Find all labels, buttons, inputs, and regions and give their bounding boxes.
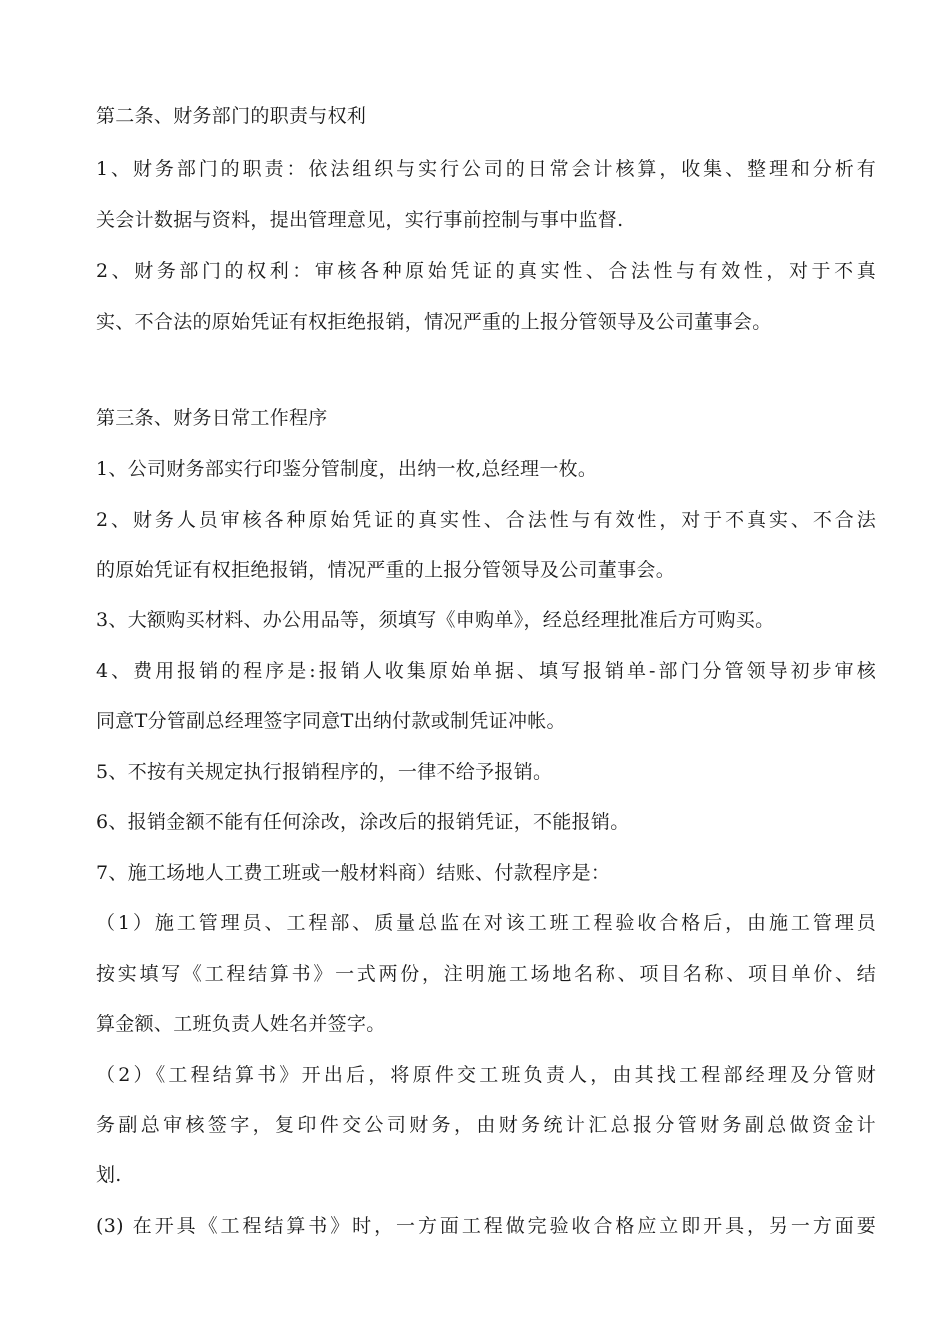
paragraph-line: 2、财务部门的权利：审核各种原始凭证的真实性、合法性与有效性，对于不真	[96, 260, 876, 282]
paragraph-line: （1）施工管理员、工程部、质量总监在对该工班工程验收合格后，由施工管理员	[96, 912, 876, 934]
paragraph-line: 算金额、工班负责人姓名并签字。	[96, 1013, 386, 1035]
paragraph-line: （2）《工程结算书》开出后，将原件交工班负责人，由其找工程部经理及分管财	[96, 1064, 876, 1086]
paragraph-line: 1、财务部门的职责：依法组织与实行公司的日常会计核算，收集、整理和分析有	[96, 158, 876, 180]
paragraph-line: 实、不合法的原始凭证有权拒绝报销，情况严重的上报分管领导及公司董事会。	[96, 311, 772, 333]
paragraph-line: 7、施工场地人工费工班或一般材料商）结账、付款程序是：	[96, 862, 611, 884]
paragraph-line: 务副总审核签字，复印件交公司财务，由财务统计汇总报分管财务副总做资金计	[96, 1114, 876, 1136]
paragraph-line: 划.	[96, 1164, 122, 1186]
paragraph-line: 的原始凭证有权拒绝报销，情况严重的上报分管领导及公司董事会。	[96, 559, 676, 581]
paragraph-line: 5、不按有关规定执行报销程序的，一律不给予报销。	[96, 761, 553, 783]
section-heading-article-2: 第二条、财务部门的职责与权利	[96, 105, 367, 127]
paragraph-line: 关会计数据与资料，提出管理意见，实行事前控制与事中监督.	[96, 209, 624, 231]
paragraph-line: 2、财务人员审核各种原始凭证的真实性、合法性与有效性，对于不真实、不合法	[96, 509, 876, 531]
paragraph-line: 同意T分管副总经理签字同意T出纳付款或制凭证冲帐。	[96, 710, 566, 732]
paragraph-line: (3) 在开具《工程结算书》时，一方面工程做完验收合格应立即开具，另一方面要	[96, 1215, 876, 1237]
section-heading-article-3: 第三条、财务日常工作程序	[96, 407, 328, 429]
paragraph-line: 4、费用报销的程序是:报销人收集原始单据、填写报销单-部门分管领导初步审核	[96, 660, 876, 682]
paragraph-line: 3、大额购买材料、办公用品等，须填写《申购单》，经总经理批准后方可购买。	[96, 609, 775, 631]
paragraph-line: 1、公司财务部实行印鉴分管制度，出纳一枚,总经理一枚。	[96, 458, 598, 480]
paragraph-line: 6、报销金额不能有任何涂改，涂改后的报销凭证，不能报销。	[96, 811, 630, 833]
paragraph-line: 按实填写《工程结算书》一式两份，注明施工场地名称、项目名称、项目单价、结	[96, 963, 876, 985]
